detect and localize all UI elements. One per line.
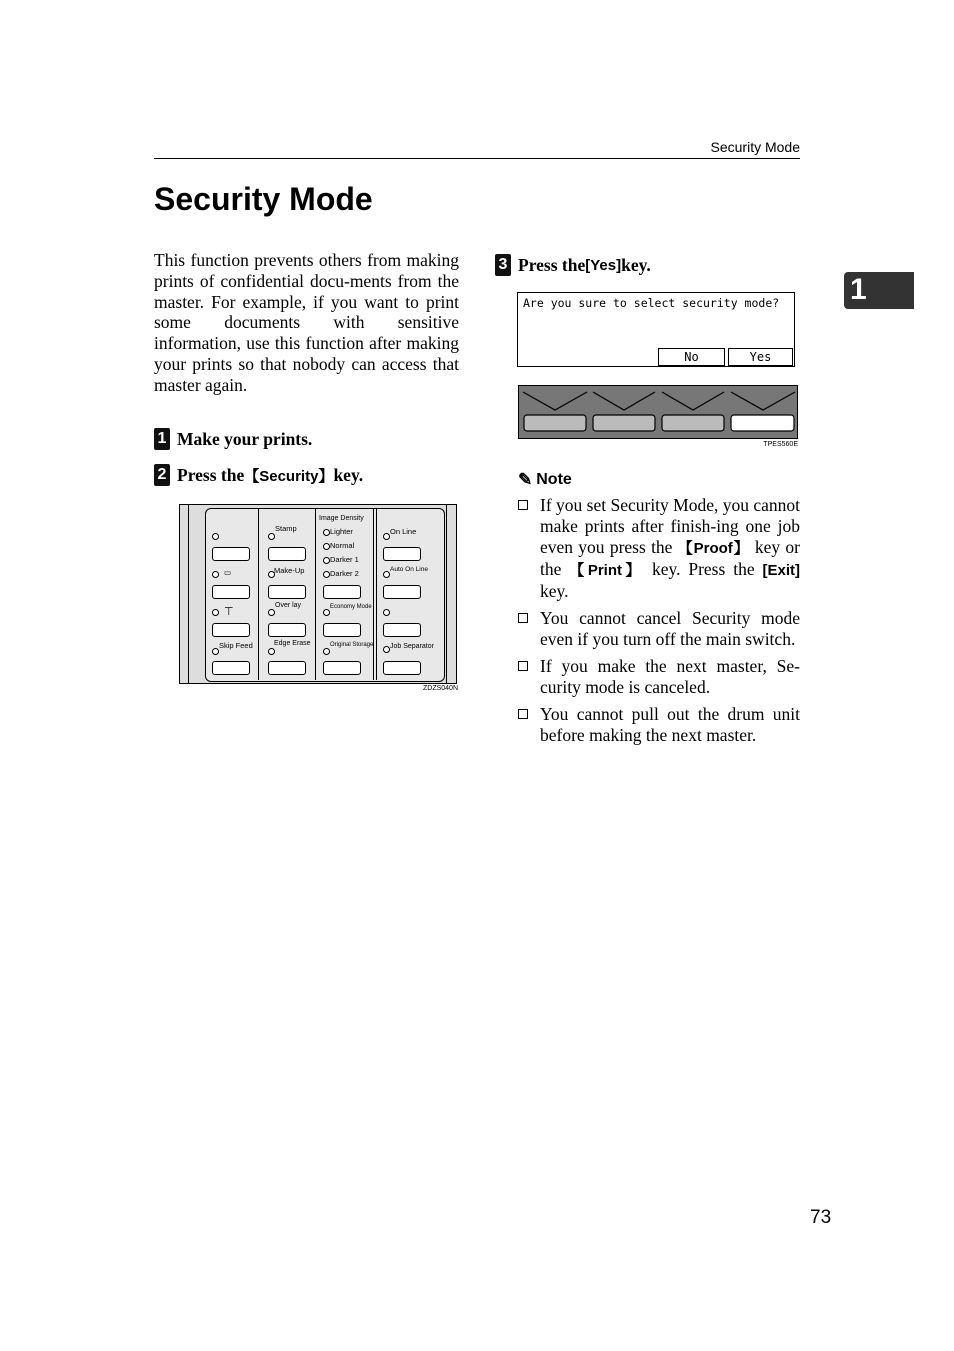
header-rule bbox=[154, 158, 800, 159]
auto-on-line-label: Auto On Line bbox=[390, 566, 428, 573]
selection-keys-drawing bbox=[519, 386, 797, 438]
note-text: If you make the next master, Se-curity mode is canceled. bbox=[540, 656, 800, 697]
stamp-button bbox=[268, 547, 306, 561]
on-line-label: On Line bbox=[390, 527, 417, 536]
indicator-led bbox=[383, 609, 390, 616]
checkbox-bullet-icon bbox=[518, 709, 528, 719]
edge-erase-label: Edge Erase bbox=[274, 640, 311, 647]
page-title: Security Mode bbox=[154, 181, 373, 217]
darker2-label: Darker 2 bbox=[330, 569, 359, 578]
panel-button bbox=[212, 585, 250, 599]
job-separator-button bbox=[383, 661, 421, 675]
indicator-led bbox=[323, 543, 330, 550]
original-storage-button bbox=[323, 661, 361, 675]
indicator-led bbox=[323, 529, 330, 536]
indicator-led bbox=[323, 557, 330, 564]
preview-icon: ▭ bbox=[224, 568, 232, 577]
step-number: 1 bbox=[154, 428, 170, 450]
make-up-label: Make-Up bbox=[274, 566, 305, 575]
indicator-led bbox=[383, 571, 390, 578]
proof-key-label: 【Proof】 bbox=[677, 540, 750, 557]
indicator-led bbox=[383, 533, 390, 540]
note-list bbox=[518, 495, 800, 752]
lcd-message: Are you sure to select security mode? bbox=[523, 296, 780, 310]
normal-label: Normal bbox=[330, 541, 355, 550]
security-button bbox=[212, 623, 250, 637]
step-text-end: key. bbox=[621, 254, 651, 275]
lcd-yes-button: Yes bbox=[728, 348, 793, 366]
auto-on-line-button bbox=[383, 585, 421, 599]
step-number: 3 bbox=[495, 254, 511, 276]
chapter-number: 1 bbox=[850, 273, 867, 306]
edge-erase-button bbox=[268, 661, 306, 675]
indicator-led bbox=[323, 648, 330, 655]
page-number: 73 bbox=[810, 1207, 832, 1228]
indicator-led bbox=[212, 533, 219, 540]
note-item bbox=[518, 608, 800, 650]
checkbox-bullet-icon bbox=[518, 613, 528, 623]
control-panel-illustration bbox=[179, 504, 457, 684]
note-text: key. Press the bbox=[644, 559, 763, 579]
checkbox-bullet-icon bbox=[518, 661, 528, 671]
indicator-led bbox=[212, 571, 219, 578]
note-item bbox=[518, 495, 800, 602]
over-lay-label: Over lay bbox=[275, 602, 302, 609]
step-1 bbox=[154, 428, 312, 450]
step-text: Press the bbox=[518, 254, 586, 275]
indicator-led bbox=[268, 533, 275, 540]
step-number: 2 bbox=[154, 464, 170, 486]
note-text: You cannot cancel Security mode even if you turn off the main switch. bbox=[540, 608, 800, 649]
make-up-button bbox=[268, 585, 306, 599]
step-text: Press the bbox=[177, 464, 245, 485]
economy-mode-label: Economy Mode bbox=[330, 604, 372, 610]
running-header: Security Mode bbox=[710, 139, 800, 155]
chapter-tab bbox=[844, 272, 914, 309]
economy-mode-button bbox=[323, 623, 361, 637]
indicator-led bbox=[268, 648, 275, 655]
lighter-label: Lighter bbox=[330, 527, 353, 536]
security-icon: ⊤ bbox=[224, 606, 234, 618]
note-text: key. bbox=[540, 581, 569, 601]
image-density-label: Image Density bbox=[319, 515, 364, 522]
step-2 bbox=[154, 464, 363, 486]
panel-button bbox=[212, 547, 250, 561]
skip-feed-button bbox=[212, 661, 250, 675]
note-heading-text: Note bbox=[536, 471, 572, 488]
lcd-no-button: No bbox=[658, 348, 725, 366]
indicator-led bbox=[268, 609, 275, 616]
figure-code: TPES560E bbox=[763, 441, 798, 448]
note-item bbox=[518, 704, 800, 746]
note-text: key or the bbox=[540, 537, 800, 579]
step-3 bbox=[495, 254, 651, 276]
intro-paragraph: This function prevents others from making prints of confidential docu-ments from the master. For example, if you want to print some documents with sensitive information, use this function after making your prints so that nobody can access that master again. bbox=[154, 250, 459, 395]
indicator-led bbox=[212, 609, 219, 616]
note-heading bbox=[518, 470, 572, 490]
exit-key-label: [Exit] bbox=[762, 562, 800, 579]
over-lay-button bbox=[268, 623, 306, 637]
selection-keys-illustration bbox=[518, 385, 798, 439]
job-separator-label: Job Separator bbox=[390, 643, 434, 650]
on-line-button bbox=[383, 547, 421, 561]
print-key-label: 【Print】 bbox=[569, 562, 645, 579]
stamp-label: Stamp bbox=[275, 524, 297, 533]
note-text: You cannot pull out the drum unit before making the next master. bbox=[540, 704, 800, 745]
indicator-led bbox=[323, 609, 330, 616]
indicator-led bbox=[212, 648, 219, 655]
step-text: Make your prints. bbox=[177, 428, 313, 449]
indicator-led bbox=[323, 571, 330, 578]
panel-button bbox=[383, 623, 421, 637]
indicator-led bbox=[383, 646, 390, 653]
original-storage-label: Original Storage bbox=[330, 642, 374, 648]
image-density-button bbox=[323, 585, 361, 599]
yes-key-label: [Yes] bbox=[585, 256, 622, 274]
darker1-label: Darker 1 bbox=[330, 555, 359, 564]
pencil-icon: ✎ bbox=[518, 470, 533, 489]
note-item bbox=[518, 656, 800, 698]
skip-feed-label: Skip Feed bbox=[219, 641, 253, 650]
security-key-label: 【Security】 bbox=[244, 467, 334, 485]
checkbox-bullet-icon bbox=[518, 500, 528, 510]
lcd-screen-illustration bbox=[517, 292, 795, 367]
figure-code: ZDZS040N bbox=[422, 685, 458, 692]
step-text-end: key. bbox=[333, 464, 364, 485]
note-text: If you set Security Mode, you cannot make prints after finish-ing one job even you press the bbox=[540, 495, 801, 557]
